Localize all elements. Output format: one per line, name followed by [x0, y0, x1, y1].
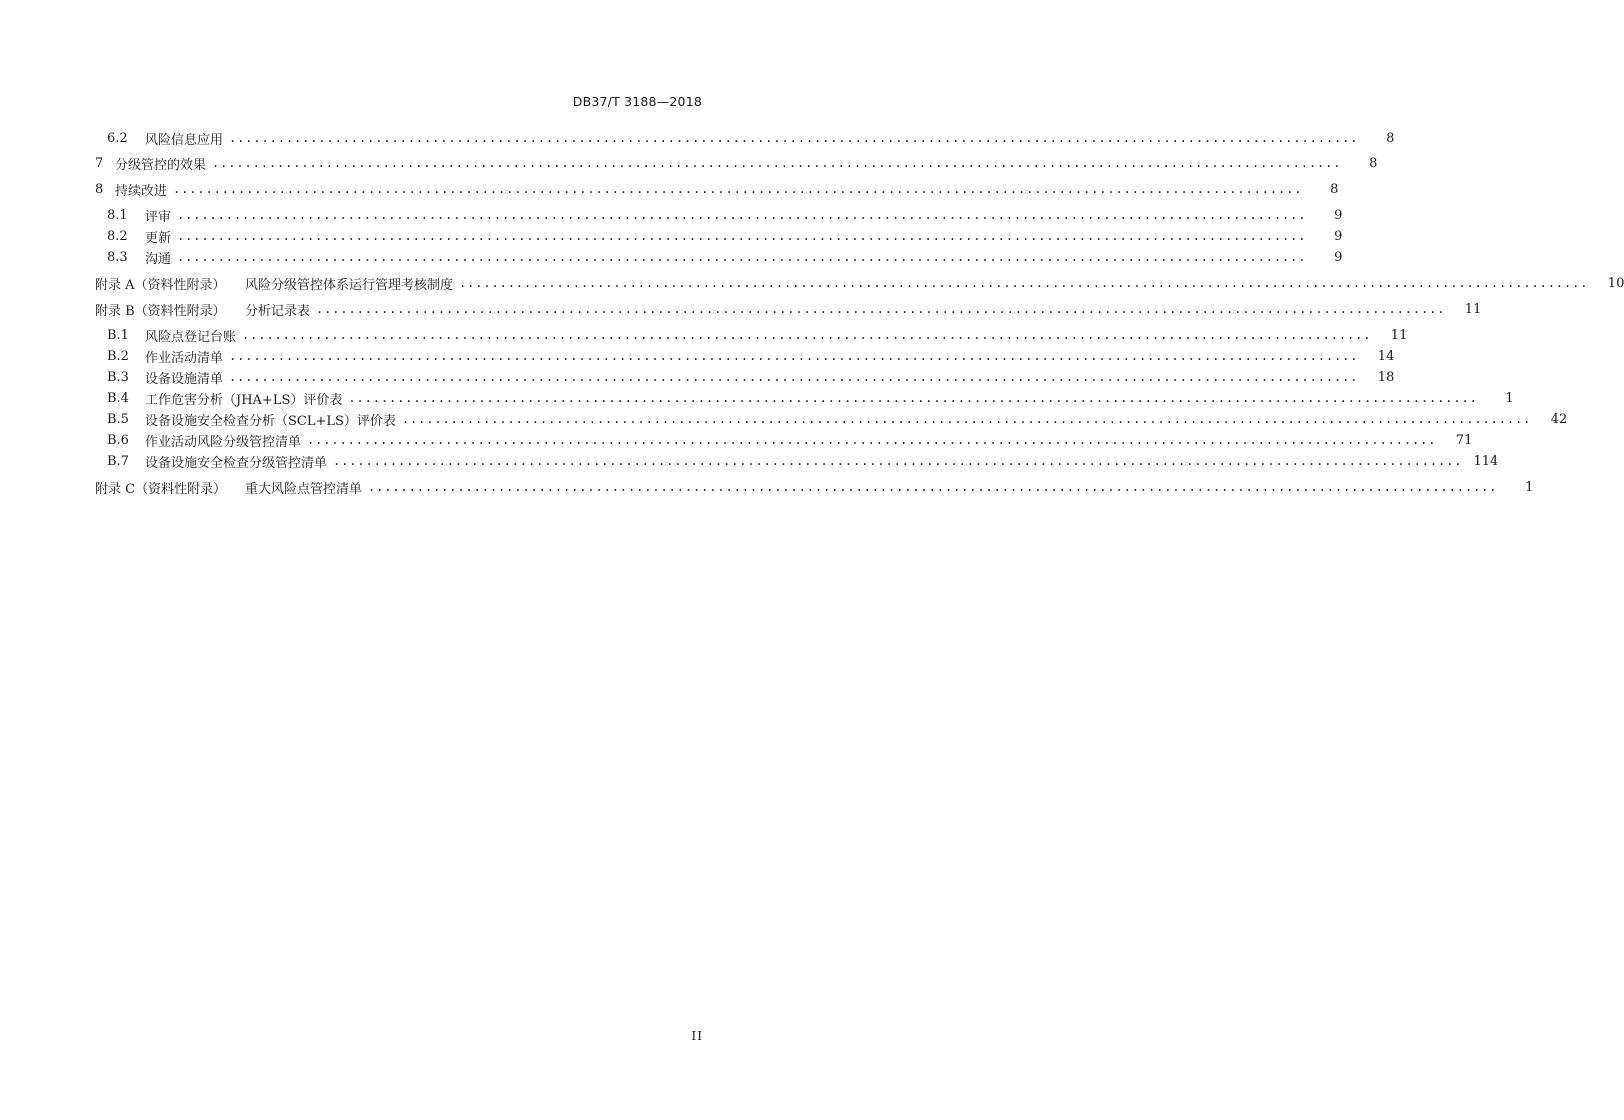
- toc-entry[interactable]: [0, 179, 1339, 199]
- toc-leader-dots: [459, 276, 1588, 290]
- toc-entry[interactable]: [0, 325, 1408, 345]
- toc-entry-title: 更新: [145, 230, 172, 246]
- toc-entry-title: 重大风险点管控清单: [245, 481, 363, 497]
- toc-entry-title: 评审: [145, 209, 172, 225]
- toc-entry-number: B.3: [107, 369, 129, 385]
- toc-entry-number: 8.3: [107, 249, 128, 265]
- toc-entry[interactable]: [0, 388, 1514, 408]
- toc-entry-number: B.7: [107, 453, 129, 469]
- toc-leader-dots: [229, 131, 1358, 145]
- toc-entry-title: 设备设施安全检查分析（SCL+LS）评价表: [145, 413, 396, 429]
- toc-entry-page: 1: [1525, 479, 1534, 495]
- toc-entry[interactable]: [0, 299, 1482, 319]
- toc-entry-number: 7: [95, 155, 104, 171]
- page-number-footer: II: [691, 1029, 703, 1043]
- toc-entry[interactable]: [0, 226, 1343, 246]
- toc-entry-page: 9: [1334, 249, 1343, 265]
- toc-entry-title: 风险信息应用: [145, 132, 224, 148]
- toc-entry-title: 分析记录表: [245, 303, 311, 319]
- toc-entry[interactable]: [0, 273, 1624, 293]
- toc-entry-title: 风险点登记台账: [145, 329, 237, 345]
- toc-entry-number: B.4: [107, 390, 129, 406]
- toc-entry[interactable]: [0, 409, 1568, 429]
- toc-entry-page: 1: [1505, 390, 1514, 406]
- toc-entry[interactable]: [0, 205, 1343, 225]
- toc-entry-number: 8.2: [107, 228, 128, 244]
- toc-leader-dots: [177, 250, 1306, 264]
- toc-entry-page: 9: [1334, 207, 1343, 223]
- toc-leader-dots: [229, 370, 1358, 384]
- toc-entry-page: 8: [1330, 181, 1339, 197]
- toc-entry-title: 作业活动风险分级管控清单: [145, 434, 302, 450]
- toc-entry-page: 8: [1386, 130, 1395, 146]
- toc-entry-page: 8: [1369, 155, 1378, 171]
- toc-entry[interactable]: [0, 367, 1395, 387]
- toc-leader-dots: [229, 349, 1358, 363]
- toc-entry[interactable]: [0, 430, 1473, 450]
- toc-entry-number: 8: [95, 181, 104, 197]
- toc-entry-page: 10: [1607, 275, 1624, 291]
- toc-entry-title: 持续改进: [115, 183, 168, 199]
- toc-entry-page: 114: [1473, 453, 1499, 469]
- toc-entry-page: 11: [1464, 301, 1482, 317]
- document-code-header: DB37/T 3188—2018: [572, 94, 702, 109]
- toc-entry-title: 设备设施安全检查分级管控清单: [145, 455, 328, 471]
- toc-entry[interactable]: [0, 477, 1534, 497]
- toc-entry-title: 分级管控的效果: [115, 157, 207, 173]
- toc-entry[interactable]: [0, 128, 1395, 148]
- toc-entry[interactable]: [0, 451, 1499, 471]
- toc-entry-number: 8.1: [107, 207, 128, 223]
- toc-entry-number: B.2: [107, 348, 129, 364]
- toc-leader-dots: [368, 480, 1497, 494]
- toc-entry[interactable]: [0, 247, 1343, 267]
- toc-leader-dots: [333, 454, 1462, 468]
- toc-leader-dots: [348, 391, 1477, 405]
- toc-entry-title: 沟通: [145, 251, 172, 267]
- toc-entry-number: B.1: [107, 327, 129, 343]
- toc-leader-dots: [173, 182, 1302, 196]
- toc-entry-number: B.6: [107, 432, 129, 448]
- toc-leader-dots: [177, 208, 1306, 222]
- toc-entry-number: 6.2: [107, 130, 128, 146]
- toc-entry-page: 11: [1390, 327, 1408, 343]
- toc-leader-dots: [177, 229, 1306, 243]
- toc-entry-page: 71: [1455, 432, 1473, 448]
- toc-entry[interactable]: [0, 346, 1395, 366]
- toc-leader-dots: [402, 412, 1531, 426]
- toc-entry-page: 9: [1334, 228, 1343, 244]
- toc-entry-title: 风险分级管控体系运行管理考核制度: [245, 277, 454, 293]
- toc-entry[interactable]: [0, 153, 1378, 173]
- toc-leader-dots: [242, 328, 1371, 342]
- toc-entry-title: 工作危害分析（JHA+LS）评价表: [145, 392, 343, 408]
- toc-entry-number: 附录 A（资料性附录）: [95, 277, 226, 293]
- toc-entry-page: 18: [1377, 369, 1395, 385]
- toc-entry-number: 附录 C（资料性附录）: [95, 481, 227, 497]
- toc-entry-title: 作业活动清单: [145, 350, 224, 366]
- toc-leader-dots: [212, 156, 1341, 170]
- toc-entry-number: B.5: [107, 411, 129, 427]
- toc-leader-dots: [316, 302, 1445, 316]
- toc-entry-title: 设备设施清单: [145, 371, 224, 387]
- toc-entry-page: 42: [1550, 411, 1568, 427]
- toc-entry-number: 附录 B（资料性附录）: [95, 303, 226, 319]
- toc-leader-dots: [307, 433, 1436, 447]
- toc-entry-page: 14: [1377, 348, 1395, 364]
